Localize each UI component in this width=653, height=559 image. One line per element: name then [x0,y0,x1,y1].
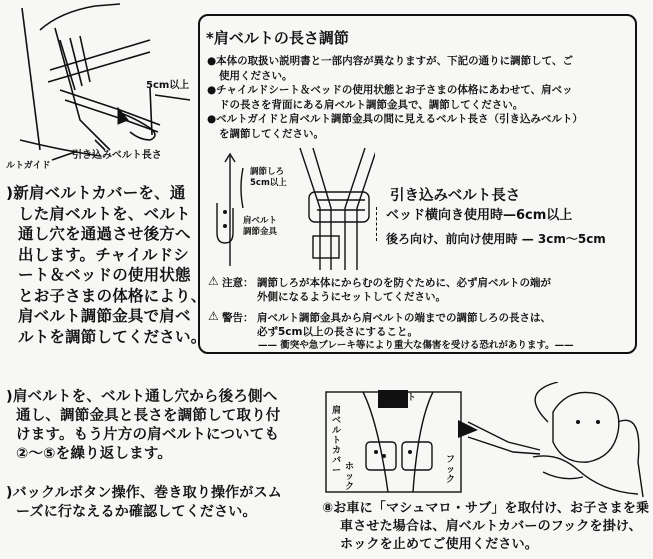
caution-line: 外側になるようにセットしてください。 [257,291,446,303]
step-5-line: とお子さまの体格により、 [18,286,207,305]
step-8-line: ホックを止めてご使用ください。 [340,537,539,552]
step-5-line: 肩ベルト調節金具で肩ベ [18,307,191,325]
warning-line: 肩ベルト調節金具から肩ベルトの端までの調節しろの長さは、 [257,312,551,324]
warning-line: 必ず5cm以上の長さにすること。 [257,326,418,338]
bullet-2-line-2: ドの長さを背面にある肩ベルト調節金具で、調節してください。 [219,98,524,111]
bullet-3-line-2: を調節してください。 [219,127,324,140]
label-pull-belt: 引き込みベルト長さ [72,150,162,161]
side-use-spec: ベッド横向き使用時—6cm以上 [386,208,573,223]
bullet-list [207,54,583,141]
label-hook: ホック [345,462,355,492]
step-6-text [6,388,281,464]
caution-label: 注意： [222,277,254,289]
bullet-3-line-1: ●ベルトガイドと肩ベルト調節金具の間に見えるベルト長さ（引き込みベルト） [207,113,583,125]
step-8-line: ⑧お車に「マシュマロ・サブ」を取付け、お子さまを乗 [322,501,650,516]
step-5-line: ート＆ベッドの使用状態 [18,266,191,284]
step-7-text [6,484,282,522]
step-5-line: 出します。チャイルドシ [18,245,189,264]
diagram-label-pull: 調節しろ 5cm以上 [250,167,287,188]
step-6-line: 通し、調節金具と長さを調節して取り付 [16,408,281,424]
pull-length-title: 引き込みベルト長さ [390,188,521,204]
caution-icon: ⚠ [208,274,219,288]
bullet-1-line-2: 使用ください。 [219,69,293,82]
warning-label: 警告： [222,312,254,324]
bullet-1-line-1: ●本体の取扱い説明書と一部内容が異なりますが、下記の通りに調節して、ご [207,55,573,67]
label-shoulder-belt: 肩ベルト [380,393,417,403]
step-8-text [322,500,649,554]
front-rear-use-spec: 後ろ向け、前向け使用時 — 3cm～5cm [386,232,606,246]
step-8-line: 車させた場合は、肩ベルトカバーのフックを掛け、 [340,519,642,534]
label-fook: フック [446,455,456,485]
step-7-line: )バックルボタン操作、巻き取り操作がスム [6,485,282,501]
step-6-line: けます。もう片方の肩ベルトについても [16,427,280,443]
step-5-line: した肩ベルトを、ベルト [18,204,191,223]
caution-text [257,276,551,304]
adjuster-diagram [205,148,375,270]
step-5-line: ルトを調節してください。 [18,327,207,346]
caution-line: 調節しろが本体にからむのを防ぐために、必ず肩ベルトの端が [257,277,551,289]
step-7-line: ーズに行なえるか確認してください。 [16,504,257,520]
step-6-line: )肩ベルトを、ベルト通し穴から後ろ側へ [6,389,278,405]
child-seat-illustration [318,382,648,497]
warning-text [257,311,551,339]
step-5-line: )新肩ベルトカバーを、通 [6,184,186,202]
warning-icon: ⚠ [208,309,219,323]
diagram-label-adjuster: 肩ベルト 調節金具 [243,216,278,237]
label-belt-cover: 肩ベルトカバー [332,406,342,476]
label-belt-guide: ルトガイド [6,161,51,171]
bullet-2-line-1: ●チャイルドシート＆ベッドの使用状態とお子さまの体格にあわせて、肩ベッ [207,84,573,96]
label-5cm: 5cm以上 [146,80,190,91]
step-6-line: ②～⑤を繰り返します。 [16,446,173,462]
step-5-text [6,183,206,347]
box-title: *肩ベルトの長さ調節 [206,29,349,47]
warning-note: —— 衝突や急ブレーキ等により重大な傷害を受ける恐れがあります。—— [258,340,574,351]
step-5-line: 通し穴を通過させ後方へ [18,225,191,243]
dimension-marker [376,207,379,241]
